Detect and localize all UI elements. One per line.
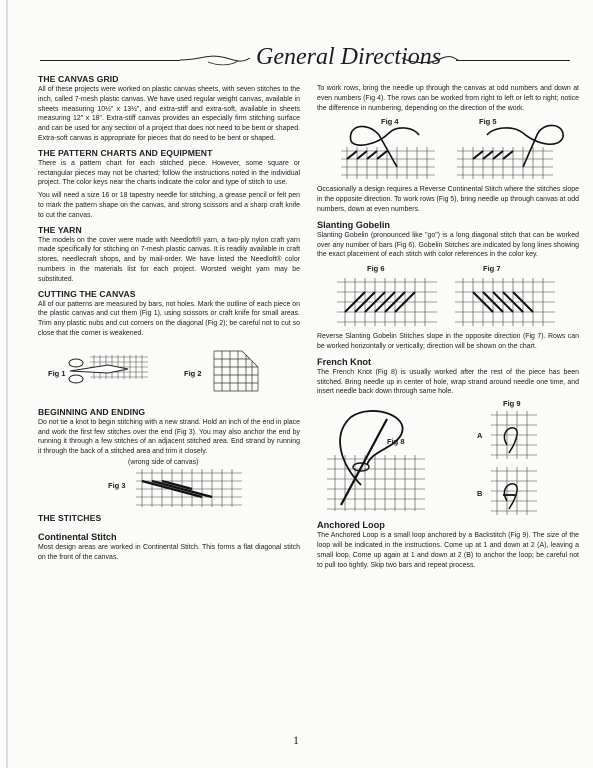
fig8-french-knot-illustration (321, 405, 433, 511)
header-flourish-right (400, 52, 460, 70)
fig3-wrong-side-illustration (136, 469, 244, 507)
fig4-label: Fig 4 (381, 117, 399, 127)
anchored-loop-heading: Anchored Loop (317, 520, 385, 531)
header-rule-left (40, 60, 180, 61)
header-flourish-left (178, 52, 252, 70)
continental-heading: Continental Stitch (38, 531, 117, 542)
continental-body: Most design areas are worked in Continental Stitch. This forms a flat diagonal stitch on the front of the canvas. (38, 543, 300, 561)
beginning-body: Do not tie a knot to begin stitching with a new strand. Hold an inch of the end in place and work the first few stitches over the end (Fig 3). You may also anchor the end by running it through a few stitches of an adjacent stitched area. End strand by running it through the back of a stitched area and trim it closely. (38, 418, 300, 456)
fig6-fig7-row (317, 264, 579, 328)
cutting-heading: CUTTING THE CANVAS (38, 288, 136, 299)
fig3-caption: (wrong side of canvas) (128, 458, 199, 466)
fig4-fig5-row (317, 115, 579, 181)
page-title: General Directions (256, 44, 442, 70)
stitches-heading: THE STITCHES (38, 512, 102, 523)
canvas-grid-heading: THE CANVAS GRID (38, 74, 119, 84)
canvas-grid-body: All of these projects were worked on plastic canvas sheets, with seven stitches to the inch, called 7-mesh plastic canvas. We have used regular weight canvas, available in sheets measuring 10½" x 13½", and extra-stiff and extra-soft, available in sheets measuring 12" x 18". Extra-stiff canvas provides an especially firm stitching surface and can be used for any section of a project that does not need to be bent or shaped. Extra-soft canvas is appropriate for pieces that do need to be bent or shaped. (38, 86, 300, 142)
anchored-loop-body: The Anchored Loop is a small loop anchored by a Backstitch (Fig 9). The size of the loop will be indicated in the instructions. Come up at 1 and down at 2 (A), leaving a small loop. Come up again at 1 and down at 2 (B) to anchor the loop; be careful not to pull too tightly. Skip two bars and repeat process. (317, 532, 579, 569)
right-column (317, 84, 579, 570)
pattern-charts-heading: THE PATTERN CHARTS AND EQUIPMENT (38, 147, 213, 158)
yarn-heading: THE YARN (38, 224, 82, 235)
fig9-b-label: B (477, 489, 483, 499)
fig8-fig9-row (317, 399, 579, 517)
fig1-label: Fig 1 (48, 368, 66, 378)
pattern-charts-body-2: You will need a size 16 or 18 tapestry needle for stitching, a grease pencil or felt pen to mark the pattern shape on the canvas, and strong scissors and a sharp craft knife to cut the canvas. (38, 192, 300, 219)
rows-body: To work rows, bring the needle up through the canvas at odd numbers and down at even numbers (Fig 4). The rows can be worked from right to left or left to right; notice the difference in numbering, depending on the direction of the work. (317, 85, 579, 112)
reverse-gobelin-body: Reverse Slanting Gobelin Stitches slope in the opposite direction (Fig 7). Rows can be worked horizontally or vertically; direction will be shown on the chart. (317, 333, 579, 350)
fig5-label: Fig 5 (479, 117, 497, 127)
fig9-anchored-loop-illustration (489, 409, 539, 515)
header-rule-right (456, 60, 570, 61)
reverse-continental-body: Occasionally a design requires a Reverse Continental Stitch where the stitches slope in the opposite direction. To work rows (Fig 5), bring needle up through canvas at odd numbers, down at even numbers. (317, 186, 579, 213)
fig6-fig7-illustration (337, 276, 577, 326)
fig1-fig2-row (38, 345, 300, 403)
fig7-label: Fig 7 (483, 264, 501, 274)
cutting-body: All of our patterns are measured by bars, not holes. Mark the outline of each piece on the plastic canvas and cut them (Fig 1), using scissors or craft knife for small areas. Trim any plastic nubs and cut corners on the diagonal (Fig 2); be careful not to cut so close that the corner is weakened. (38, 300, 300, 337)
fig8-label: Fig 8 (387, 437, 405, 447)
pattern-charts-body-1: There is a pattern chart for each stitched piece. However, some square or rectangular pieces may not be charted; follow the instructions noted in the individual project. The color keys near the charts indicate the color and type of stitch to use. (38, 159, 300, 187)
page-edge (6, 0, 8, 768)
french-knot-body: The French Knot (Fig 8) is usually worked after the rest of the piece has been stitched. Bring needle up in center of hole, wrap strand around needle one time, and insert needle back down through same hole. (317, 368, 579, 396)
yarn-body: The models on the cover were made with Needloft® yarn, a two-ply nylon craft yarn made specifically for stitching on 7-mesh plastic canvas. It is readily available in craft stores, needlecraft shops, and by mail-order. We have listed the Needloft® color numbers in the materials list for each project. Worsted weight yarn may be substituted. (38, 236, 300, 283)
fig9-a-label: A (477, 431, 483, 441)
fig9-label: Fig 9 (503, 399, 521, 409)
page-number: 1 (293, 733, 299, 747)
fig3-label: Fig 3 (108, 480, 126, 490)
fig4-fig5-illustration (337, 115, 577, 181)
gobelin-body: Slanting Gobelin (pronounced like "go") is a long diagonal stitch that can be worked over any number of bars (Fig 6). Gobelin Stitches are indicated by long lines showing the exact placement of each stitch with color references in the color key. (317, 231, 579, 259)
fig6-label: Fig 6 (367, 264, 385, 274)
fig3 (38, 459, 300, 509)
french-knot-heading: French Knot (317, 356, 372, 367)
fig1-scissors-illustration (68, 349, 150, 389)
left-column (38, 74, 300, 563)
beginning-heading: BEGINNING AND ENDING (38, 406, 146, 417)
fig2-corner-illustration (212, 349, 268, 393)
fig2-label: Fig 2 (184, 368, 202, 378)
gobelin-heading: Slanting Gobelin (317, 219, 390, 230)
